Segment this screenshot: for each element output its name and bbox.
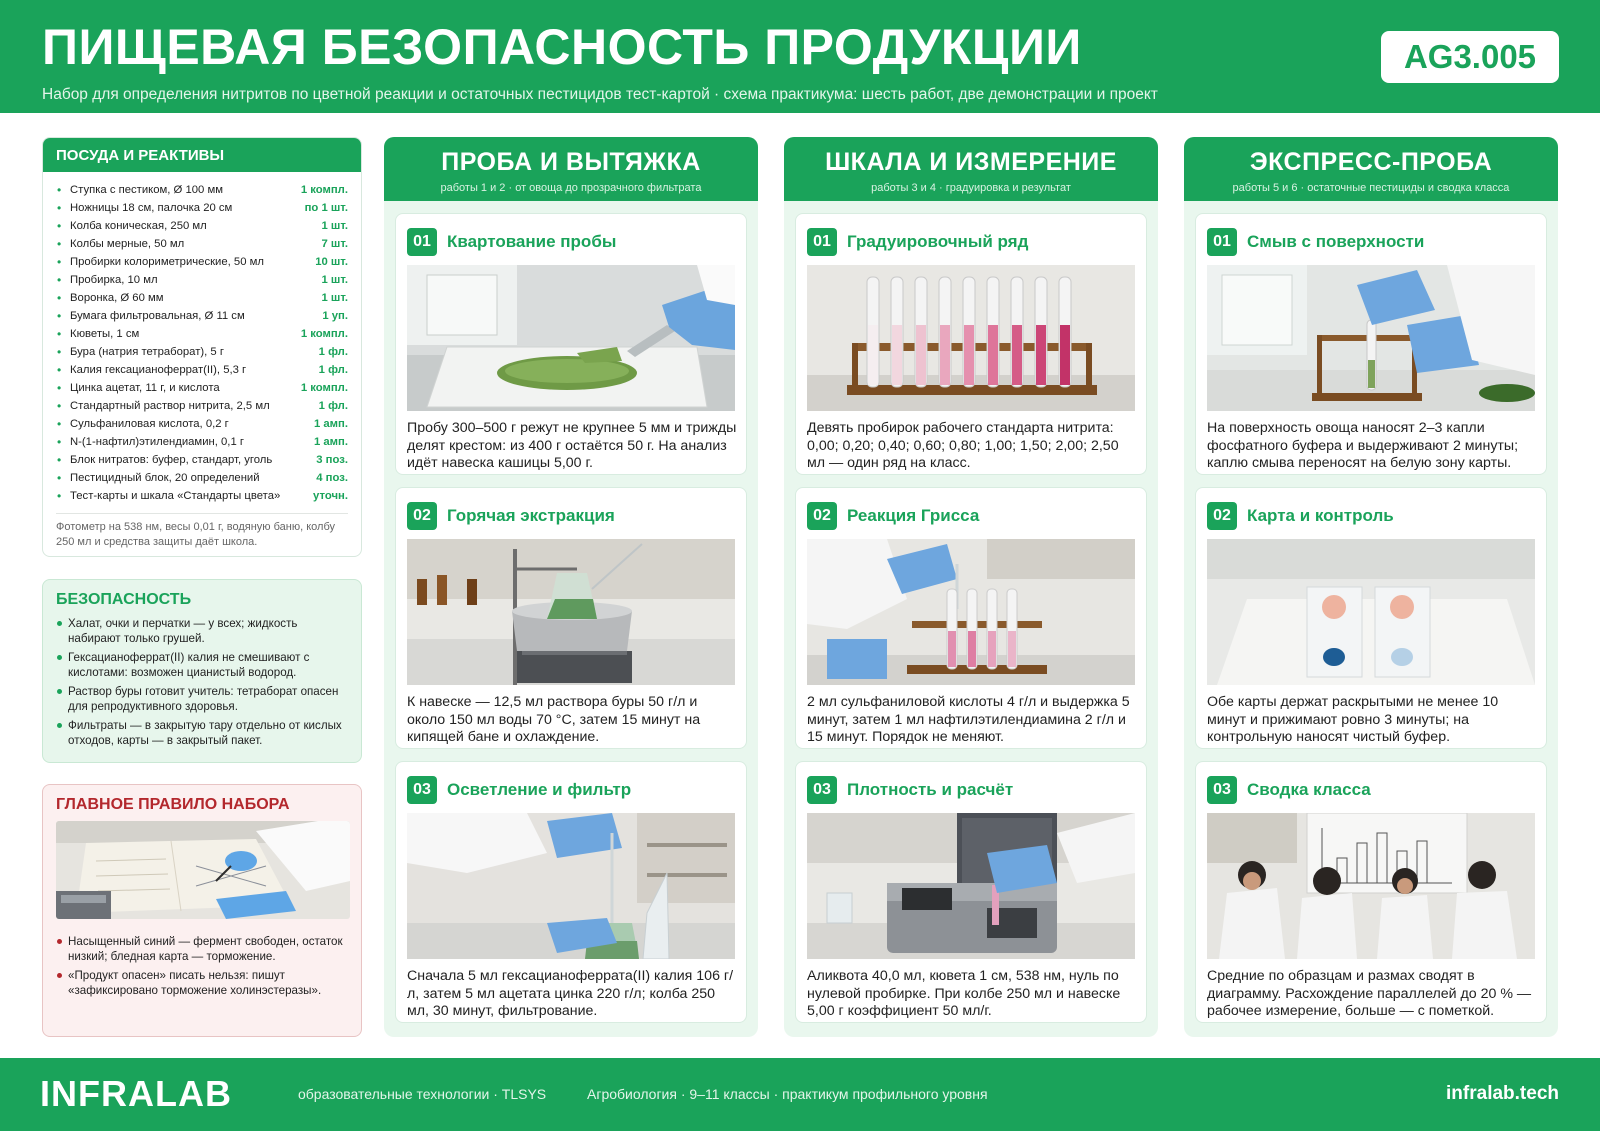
column-header bbox=[784, 137, 1158, 201]
griess-reaction-photo bbox=[807, 539, 1135, 685]
equipment-item-name: • Пробирка, 10 мл bbox=[56, 271, 158, 289]
equipment-item-name: • Ножницы 18 см, палочка 20 см bbox=[56, 199, 232, 217]
equipment-item-qty: по 1 шт. bbox=[304, 202, 348, 214]
equipment-item bbox=[56, 307, 348, 325]
step-title: Реакция Грисса bbox=[847, 506, 980, 525]
safety-item: Халат, очки и перчатки — у всех; жидкость набирают только грушей. bbox=[56, 616, 349, 646]
equipment-item-qty: 1 шт. bbox=[321, 274, 348, 286]
step-number: 03 bbox=[1207, 776, 1237, 804]
step-number: 02 bbox=[1207, 502, 1237, 530]
equipment-list bbox=[43, 172, 361, 505]
step-description: Девять пробирок рабочего стандарта нитрита: 0,00; 0,20; 0,40; 0,60; 0,80; 1,00; 1,50; 2,00; 2,50 мл — один ряд на класс. bbox=[807, 420, 1119, 471]
equipment-item-name: • Цинка ацетат, 11 г, и кислота bbox=[56, 379, 220, 397]
step-card bbox=[1195, 487, 1547, 749]
footer-site-link[interactable]: infralab.tech bbox=[1446, 1083, 1559, 1104]
filtration-photo bbox=[407, 813, 735, 959]
column-subtitle: работы 3 и 4 · градуировка и результат bbox=[871, 182, 1071, 194]
quartering-photo bbox=[407, 265, 735, 411]
step-number: 01 bbox=[407, 228, 437, 256]
equipment-item-qty: 1 шт. bbox=[321, 292, 348, 304]
column-header bbox=[384, 137, 758, 201]
equipment-item-qty: 10 шт. bbox=[315, 256, 348, 268]
column-title: ШКАЛА И ИЗМЕРЕНИЕ bbox=[825, 148, 1117, 176]
safety-panel bbox=[42, 579, 362, 763]
equipment-item bbox=[56, 325, 348, 343]
equipment-item bbox=[56, 451, 348, 469]
safety-item: Гексацианоферрат(II) калия не смешивают с кислотами: возможен цианистый водород. bbox=[56, 650, 349, 680]
safety-title: БЕЗОПАСНОСТЬ bbox=[56, 591, 192, 608]
step-title: Карта и контроль bbox=[1247, 506, 1394, 525]
equipment-panel bbox=[42, 137, 362, 557]
step-number: 01 bbox=[807, 228, 837, 256]
column-subtitle: работы 1 и 2 · от овоща до прозрачного фильтрата bbox=[440, 182, 702, 194]
equipment-item bbox=[56, 379, 348, 397]
main-rule-item: Насыщенный синий — фермент свободен, остаток низкий; бледная карта — торможение. bbox=[56, 934, 349, 964]
step-description: На поверхность овоща наносят 2–3 капли фосфатного буфера и выдерживают 2 минуты; каплю смыва переносят на белую зону карты. bbox=[1207, 420, 1519, 471]
equipment-item-name: • Пробирки колориметрические, 50 мл bbox=[56, 253, 264, 271]
test-card-photo bbox=[1207, 539, 1535, 685]
equipment-item bbox=[56, 289, 348, 307]
column-title: ПРОБА И ВЫТЯЖКА bbox=[441, 148, 701, 176]
step-description: Пробу 300–500 г режут не крупнее 5 мм и трижды делят крестом: из 400 г остаётся 50 г. На анализ идёт навеска кашицы 5,00 г. bbox=[407, 420, 737, 471]
equipment-item bbox=[56, 469, 348, 487]
infralab-logo: INFRALAB bbox=[40, 1073, 232, 1114]
step-number: 01 bbox=[1207, 228, 1237, 256]
equipment-item-qty: 1 компл. bbox=[300, 184, 348, 196]
equipment-item-name: • Бумага фильтровальная, Ø 11 см bbox=[56, 307, 245, 325]
equipment-item-qty: 1 шт. bbox=[321, 220, 348, 232]
main-rule-panel bbox=[42, 784, 362, 1037]
equipment-item-name: • Колба коническая, 250 мл bbox=[56, 217, 207, 235]
step-card bbox=[395, 761, 747, 1023]
equipment-item-name: • Сульфаниловая кислота, 0,2 г bbox=[56, 415, 229, 433]
step-title: Смыв с поверхности bbox=[1247, 232, 1425, 251]
step-card bbox=[395, 213, 747, 475]
step-title: Градуировочный ряд bbox=[847, 232, 1029, 251]
notebook-photo bbox=[56, 821, 350, 919]
step-card bbox=[1195, 761, 1547, 1023]
step-title: Горячая экстракция bbox=[447, 506, 615, 525]
equipment-item-name: • Воронка, Ø 60 мм bbox=[56, 289, 164, 307]
column-subtitle: работы 5 и 6 · остаточные пестициды и сводка класса bbox=[1232, 182, 1510, 194]
equipment-item-name: • Блок нитратов: буфер, стандарт, уголь bbox=[56, 451, 272, 469]
safety-list bbox=[43, 609, 361, 748]
footer-program: Агробиология · 9–11 классы · практикум профильного уровня bbox=[587, 1086, 988, 1102]
equipment-note: Фотометр на 538 нм, весы 0,01 г, водяную баню, колбу 250 мл и средства защиты даёт школа. bbox=[56, 513, 348, 550]
step-number: 02 bbox=[807, 502, 837, 530]
equipment-item bbox=[56, 361, 348, 379]
step-title: Осветление и фильтр bbox=[447, 780, 632, 799]
footer bbox=[0, 1058, 1600, 1131]
safety-item: Раствор буры готовит учитель: тетраборат опасен для репродуктивного здоровья. bbox=[56, 684, 349, 714]
main-rule-list bbox=[43, 927, 361, 1002]
header bbox=[0, 0, 1600, 113]
equipment-item bbox=[56, 199, 348, 217]
page-title: ПИЩЕВАЯ БЕЗОПАСНОСТЬ ПРОДУКЦИИ bbox=[42, 19, 1082, 75]
equipment-item bbox=[56, 271, 348, 289]
step-card bbox=[395, 487, 747, 749]
equipment-item bbox=[56, 487, 348, 505]
step-number: 02 bbox=[407, 502, 437, 530]
equipment-item bbox=[56, 253, 348, 271]
equipment-item-qty: 3 поз. bbox=[316, 454, 348, 466]
equipment-item-qty: 1 компл. bbox=[300, 328, 348, 340]
page-subtitle: Набор для определения нитритов по цветной реакции и остаточных пестицидов тест-картой · схема практикума: шесть работ, две демонстрации и проект bbox=[42, 86, 1158, 103]
step-title: Сводка класса bbox=[1247, 780, 1371, 799]
equipment-item bbox=[56, 235, 348, 253]
column-express-test bbox=[1184, 137, 1558, 1037]
equipment-item-name: • Стандартный раствор нитрита, 2,5 мл bbox=[56, 397, 270, 415]
photometer-photo bbox=[807, 813, 1135, 959]
column-scale-measurement bbox=[784, 137, 1158, 1037]
column-header bbox=[1184, 137, 1558, 201]
step-description: К навеске — 12,5 мл раствора буры 50 г/л и около 150 мл воды 70 °С, затем 15 минут на кипящей бане и охлаждение. bbox=[407, 694, 701, 745]
equipment-item bbox=[56, 433, 348, 451]
step-title: Плотность и расчёт bbox=[847, 780, 1014, 799]
equipment-item bbox=[56, 343, 348, 361]
equipment-item-name: • Колбы мерные, 50 мл bbox=[56, 235, 184, 253]
equipment-item-qty: 1 фл. bbox=[318, 346, 348, 358]
calibration-series-photo bbox=[807, 265, 1135, 411]
step-card bbox=[795, 213, 1147, 475]
hot-extraction-photo bbox=[407, 539, 735, 685]
safety-item: Фильтраты — в закрытую тару отдельно от кислых отходов, карты — в закрытый пакет. bbox=[56, 718, 349, 748]
step-description: 2 мл сульфаниловой кислоты 4 г/л и выдержка 5 минут, затем 1 мл нафтилэтилендиамина 2 г/л и 15 минут. Порядок не меняют. bbox=[807, 694, 1130, 745]
equipment-item-qty: 1 фл. bbox=[318, 364, 348, 376]
equipment-item-name: • Тест-карты и шкала «Стандарты цвета» bbox=[56, 487, 280, 505]
step-description: Средние по образцам и размах сводят в диаграмму. Расхождение параллелей до 20 % — рабочее измерение, больше — с пометкой. bbox=[1207, 968, 1532, 1019]
equipment-title: ПОСУДА И РЕАКТИВЫ bbox=[43, 138, 361, 172]
equipment-item-qty: 1 амп. bbox=[313, 436, 348, 448]
step-card bbox=[795, 761, 1147, 1023]
column-title: ЭКСПРЕСС-ПРОБА bbox=[1249, 148, 1493, 176]
product-code-badge: AG3.005 bbox=[1381, 31, 1559, 83]
surface-wash-photo bbox=[1207, 265, 1535, 411]
equipment-item bbox=[56, 181, 348, 199]
column-sample-extraction bbox=[384, 137, 758, 1037]
equipment-item bbox=[56, 415, 348, 433]
step-description: Сначала 5 мл гексацианоферрата(II) калия 106 г/л, затем 5 мл ацетата цинка 220 г/л; колба 250 мл, 30 минут, фильтрование. bbox=[407, 968, 734, 1019]
equipment-item-name: • Бура (натрия тетраборат), 5 г bbox=[56, 343, 224, 361]
equipment-item-name: • Кюветы, 1 см bbox=[56, 325, 139, 343]
equipment-item-name: • Пестицидный блок, 20 определений bbox=[56, 469, 260, 487]
step-description: Обе карты держат раскрытыми не менее 10 минут и прижимают ровно 3 минуты; на контрольную наносят чистый буфер. bbox=[1207, 694, 1499, 745]
equipment-item-qty: 1 фл. bbox=[318, 400, 348, 412]
equipment-item-name: • N-(1-нафтил)этилендиамин, 0,1 г bbox=[56, 433, 244, 451]
equipment-item-qty: 1 амп. bbox=[313, 418, 348, 430]
equipment-item-qty: 1 компл. bbox=[300, 382, 348, 394]
equipment-item-qty: 7 шт. bbox=[321, 238, 348, 250]
step-description: Аликвота 40,0 мл, кювета 1 см, 538 нм, нуль по нулевой пробирке. При колбе 250 мл и навеске 5,00 г коэффициент 50 мл/г. bbox=[807, 968, 1121, 1019]
step-card bbox=[795, 487, 1147, 749]
equipment-item-qty: 4 поз. bbox=[316, 472, 348, 484]
equipment-item-name: • Ступка с пестиком, Ø 100 мм bbox=[56, 181, 223, 199]
footer-org: образовательные технологии · TLSYS bbox=[298, 1086, 547, 1102]
equipment-item bbox=[56, 217, 348, 235]
equipment-item-name: • Калия гексацианоферрат(II), 5,3 г bbox=[56, 361, 246, 379]
equipment-item bbox=[56, 397, 348, 415]
step-number: 03 bbox=[407, 776, 437, 804]
equipment-item-qty: уточн. bbox=[313, 490, 348, 502]
main-rule-title: ГЛАВНОЕ ПРАВИЛО НАБОРА bbox=[56, 796, 290, 813]
step-number: 03 bbox=[807, 776, 837, 804]
main-rule-item: «Продукт опасен» писать нельзя: пишут «зафиксировано торможение холинэстеразы». bbox=[56, 968, 349, 998]
class-summary-photo bbox=[1207, 813, 1535, 959]
step-title: Квартование пробы bbox=[447, 232, 617, 251]
equipment-item-qty: 1 уп. bbox=[322, 310, 348, 322]
step-card bbox=[1195, 213, 1547, 475]
